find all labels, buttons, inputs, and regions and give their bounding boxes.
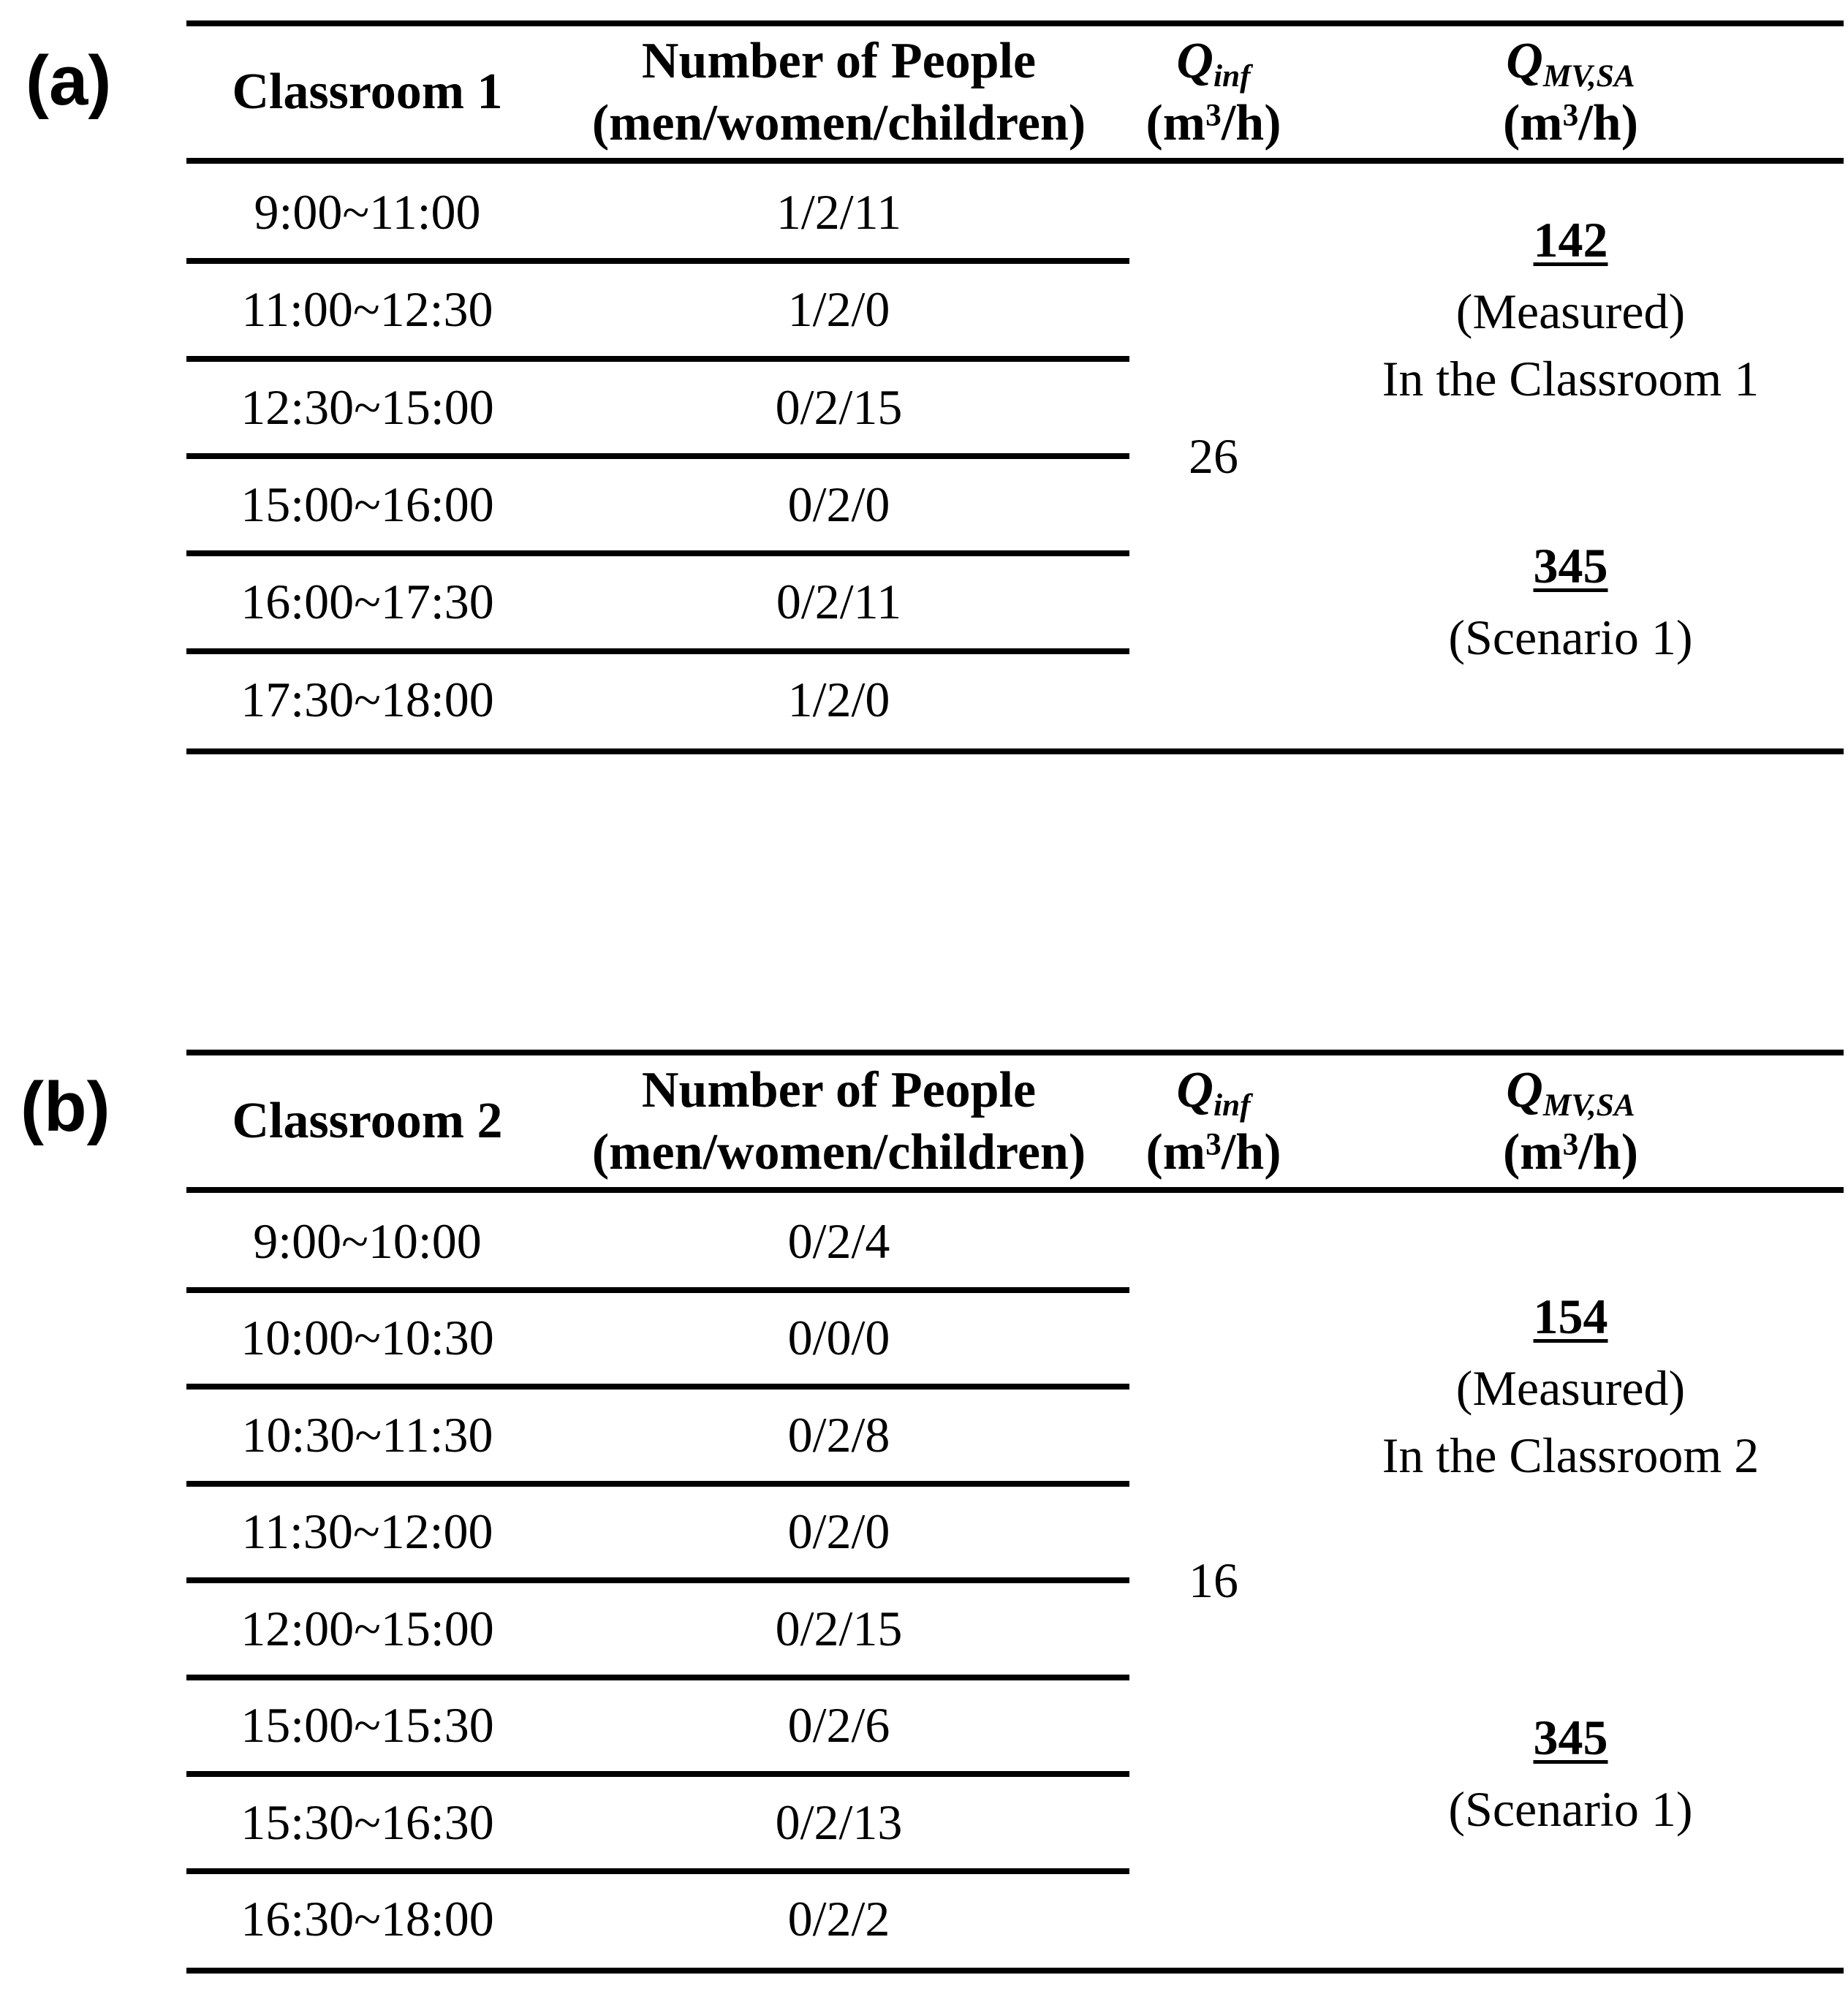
qmv-measured-entry — [1298, 164, 1844, 456]
qinf-unit-line — [1145, 1121, 1281, 1183]
time-range-cell: 9:00~11:00 — [254, 184, 481, 240]
qinf-subscript: inf — [1213, 1087, 1251, 1123]
qmv-unit-open: (m — [1502, 95, 1563, 151]
qmv-unit-line — [1503, 92, 1638, 154]
qmv-measured-note: (Measured) — [1455, 1360, 1686, 1417]
header-bottom-rule — [186, 158, 1844, 164]
panel-label-b: (b) — [20, 1068, 110, 1146]
header-classroom-label: Classroom 1 — [232, 64, 503, 121]
qmv-symbol-line — [1506, 1059, 1635, 1121]
qmv-subscript: MV,SA — [1542, 1087, 1635, 1123]
qmv-symbol-line — [1506, 30, 1635, 92]
qmv-unit-open: (m — [1502, 1124, 1563, 1180]
time-range-cell: 12:00~15:00 — [241, 1600, 494, 1656]
qmv-subscript: MV,SA — [1542, 58, 1635, 94]
header-classroom-column — [186, 26, 548, 158]
header-people-line1: Number of People — [641, 32, 1037, 89]
table-classroom-2 — [186, 1050, 1844, 1974]
qmv-measured-note: (Measured) — [1455, 284, 1686, 340]
qmv-value-cell — [1298, 1193, 1844, 1968]
qmv-measured-value: 154 — [1533, 1289, 1608, 1345]
time-range-cell: 9:00~10:00 — [253, 1213, 482, 1269]
qmv-unit-sup: 3 — [1562, 97, 1579, 133]
qinf-unit-sup: 3 — [1205, 97, 1222, 133]
people-count-cell: 1/2/0 — [787, 671, 890, 727]
time-range-cell: 16:30~18:00 — [241, 1891, 494, 1947]
people-count-cell: 0/2/15 — [775, 1600, 903, 1656]
people-count-cell: 0/2/0 — [787, 1504, 890, 1560]
time-range-cell: 15:00~15:30 — [241, 1697, 494, 1754]
table-body — [186, 1193, 1844, 1968]
people-count-cell: 0/2/13 — [775, 1794, 903, 1850]
table-body — [186, 164, 1844, 748]
header-people-line2: (men/women/children) — [591, 1124, 1086, 1180]
table-bottom-rule — [186, 748, 1844, 754]
qmv-scenario-entry — [1298, 456, 1844, 748]
qmv-unit-line — [1503, 1121, 1638, 1183]
header-classroom-label: Classroom 2 — [232, 1093, 503, 1150]
time-range-cell: 15:30~16:30 — [241, 1794, 494, 1850]
people-count-cell: 0/2/4 — [787, 1213, 890, 1269]
time-range-cell: 11:30~12:00 — [241, 1504, 493, 1560]
people-count-cell: 0/2/15 — [775, 379, 903, 435]
panel-label-a: (a) — [26, 42, 112, 120]
header-people-line2: (men/women/children) — [591, 95, 1086, 151]
header-people-column — [548, 26, 1129, 158]
table-header-row — [186, 1055, 1844, 1187]
time-range-cell: 17:30~18:00 — [241, 671, 494, 727]
qinf-unit-close: /h) — [1221, 95, 1281, 151]
time-range-cell: 16:00~17:30 — [241, 574, 494, 630]
qmv-scenario-entry — [1298, 1580, 1844, 1968]
people-count-cell: 1/2/0 — [787, 281, 890, 338]
table-classroom-1 — [186, 20, 1844, 754]
header-people-column — [548, 1055, 1129, 1187]
header-classroom-column — [186, 1055, 548, 1187]
qinf-unit-close: /h) — [1221, 1124, 1281, 1180]
header-qinf-column — [1129, 1055, 1298, 1187]
qinf-value-cell: 16 — [1189, 1552, 1238, 1608]
header-bottom-rule — [186, 1187, 1844, 1193]
qmv-scenario-value: 345 — [1533, 538, 1608, 594]
table-header-row — [186, 26, 1844, 158]
qinf-symbol: Q — [1176, 1061, 1213, 1118]
qmv-scenario-note: (Scenario 1) — [1448, 1781, 1693, 1837]
table-bottom-rule — [186, 1968, 1844, 1974]
qmv-value-cell — [1298, 164, 1844, 748]
qinf-unit-open: (m — [1145, 1124, 1206, 1180]
header-qinf-column — [1129, 26, 1298, 158]
qmv-measured-entry — [1298, 1193, 1844, 1580]
qinf-unit-line — [1145, 92, 1281, 154]
people-count-cell: 0/2/11 — [776, 574, 902, 630]
qmv-measured-value: 142 — [1533, 212, 1608, 268]
qinf-symbol-line — [1176, 1059, 1250, 1121]
header-people-line1: Number of People — [641, 1061, 1037, 1118]
qinf-value-cell: 26 — [1189, 428, 1238, 484]
header-qmv-column — [1298, 1055, 1844, 1187]
qmv-scenario-note: (Scenario 1) — [1448, 610, 1693, 665]
people-count-cell: 1/2/11 — [776, 184, 902, 240]
qmv-unit-close: /h) — [1578, 1124, 1639, 1180]
table-top-rule — [186, 20, 1844, 26]
qinf-subscript: inf — [1213, 58, 1251, 94]
qmv-symbol: Q — [1506, 1061, 1543, 1118]
time-range-cell: 10:30~11:30 — [241, 1406, 493, 1463]
people-count-cell: 0/2/0 — [787, 477, 890, 533]
time-range-cell: 10:00~10:30 — [241, 1310, 494, 1366]
table-top-rule — [186, 1050, 1844, 1055]
time-range-cell: 11:00~12:30 — [241, 281, 493, 338]
qinf-unit-open: (m — [1145, 95, 1206, 151]
qinf-symbol-line — [1176, 30, 1250, 92]
time-range-cell: 15:00~16:00 — [241, 477, 494, 533]
time-range-cell: 12:30~15:00 — [241, 379, 494, 435]
people-count-cell: 0/2/8 — [787, 1406, 890, 1463]
header-qmv-column — [1298, 26, 1844, 158]
qmv-measured-location: In the Classroom 2 — [1382, 1427, 1760, 1483]
people-count-cell: 0/2/2 — [787, 1891, 890, 1947]
qmv-unit-sup: 3 — [1562, 1126, 1579, 1162]
qmv-measured-location: In the Classroom 1 — [1382, 350, 1760, 406]
people-count-cell: 0/2/6 — [787, 1697, 890, 1754]
qmv-unit-close: /h) — [1578, 95, 1639, 151]
people-count-cell: 0/0/0 — [787, 1310, 890, 1366]
qmv-symbol: Q — [1506, 32, 1543, 89]
qinf-symbol: Q — [1176, 32, 1213, 89]
qinf-unit-sup: 3 — [1205, 1126, 1222, 1162]
qmv-scenario-value: 345 — [1533, 1710, 1608, 1766]
